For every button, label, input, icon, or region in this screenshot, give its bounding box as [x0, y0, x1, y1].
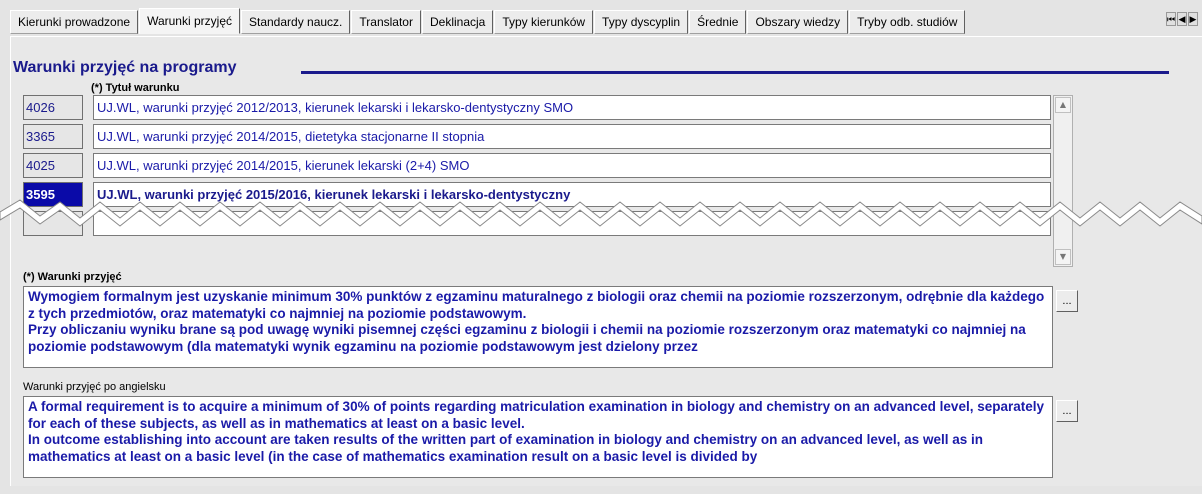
row-code[interactable]: 3365 [23, 124, 83, 149]
conditions-en-expand-button[interactable]: ... [1056, 400, 1078, 422]
tab-obszary-wiedzy[interactable]: Obszary wiedzy [747, 10, 848, 34]
tab-first-icon[interactable]: ⏮ [1166, 12, 1176, 26]
section-divider [301, 71, 1169, 74]
scroll-up-icon[interactable]: ▲ [1055, 97, 1071, 113]
conditions-expand-button[interactable]: ... [1056, 290, 1078, 312]
row-title[interactable]: UJ.WL, warunki przyjęć 2014/2015, kierunek lekarski (2+4) SMO [93, 153, 1051, 178]
tab-prev-icon[interactable]: ◀ [1177, 12, 1187, 26]
row-title[interactable]: UJ.WL, warunki przyjęć 2014/2015, dietetyka stacjonarne II stopnia [93, 124, 1051, 149]
tab-typy-dyscyplin[interactable]: Typy dyscyplin [594, 10, 688, 34]
tab-strip [0, 0, 1202, 38]
main-panel [10, 36, 1202, 486]
tabs [10, 10, 966, 34]
tab-srednie[interactable]: Średnie [689, 10, 746, 34]
section-title: Warunki przyjęć na programy [13, 59, 237, 76]
tab-warunki-przyjec[interactable]: Warunki przyjęć [139, 8, 240, 34]
tab-tryby-odb-studiow[interactable]: Tryby odb. studiów [849, 10, 965, 34]
conditions-label: (*) Warunki przyjęć [23, 271, 122, 283]
conditions-textarea[interactable]: Wymogiem formalnym jest uzyskanie minimum 30% punktów z egzaminu maturalnego z biologii oraz chemii na poziomie rozszerzonym, odrębnie dla każdego z tych przedmiotów, oraz matematyki co najmniej na poziomie podstawowym. Przy obliczaniu wyniku brane są pod uwagę wyniki pisemnej części egzaminu z biologii i chemii na poziomie rozszerzonym oraz matematyki co najmniej na poziomie podstawowym (dla matematyki wynik egzaminu na poziomie podstawowym jest dzielony przez [23, 286, 1053, 368]
tab-kierunki-prowadzone[interactable]: Kierunki prowadzone [10, 10, 138, 34]
row-code[interactable]: 4026 [23, 95, 83, 120]
row-code[interactable]: 4025 [23, 153, 83, 178]
row-code[interactable]: 3595 [23, 182, 83, 207]
conditions-en-textarea[interactable]: A formal requirement is to acquire a minimum of 30% of points regarding matriculation examination in biology and chemistry on an advanced level, separately for each of these subjects, as well as in mathematics at least on a basic level. In outcome establishing into account are taken results of the written part of examination in biology and chemistry on an advanced level, as well as in mathematics at least on a basic level (in the case of mathematics examination result on a basic level is divided by [23, 396, 1053, 478]
tab-standardy-naucz[interactable]: Standardy naucz. [241, 10, 350, 34]
torn-edge-divider [0, 194, 1202, 234]
scroll-down-icon[interactable]: ▼ [1055, 249, 1071, 265]
tab-next-icon[interactable]: ▶ [1188, 12, 1198, 26]
tab-translator[interactable]: Translator [351, 10, 421, 34]
tab-deklinacja[interactable]: Deklinacja [422, 10, 493, 34]
row-title[interactable]: UJ.WL, warunki przyjęć 2012/2013, kierunek lekarski i lekarsko-dentystyczny SMO [93, 95, 1051, 120]
tab-typy-kierunkow[interactable]: Typy kierunków [494, 10, 593, 34]
title-column-label: (*) Tytuł warunku [91, 82, 180, 94]
conditions-en-label: Warunki przyjęć po angielsku [23, 381, 166, 393]
tab-scroll-buttons [1166, 12, 1199, 26]
row-title[interactable]: UJ.WL, warunki przyjęć 2015/2016, kierunek lekarski i lekarsko-dentystyczny [93, 182, 1051, 207]
rows-scrollbar[interactable] [1053, 95, 1073, 267]
